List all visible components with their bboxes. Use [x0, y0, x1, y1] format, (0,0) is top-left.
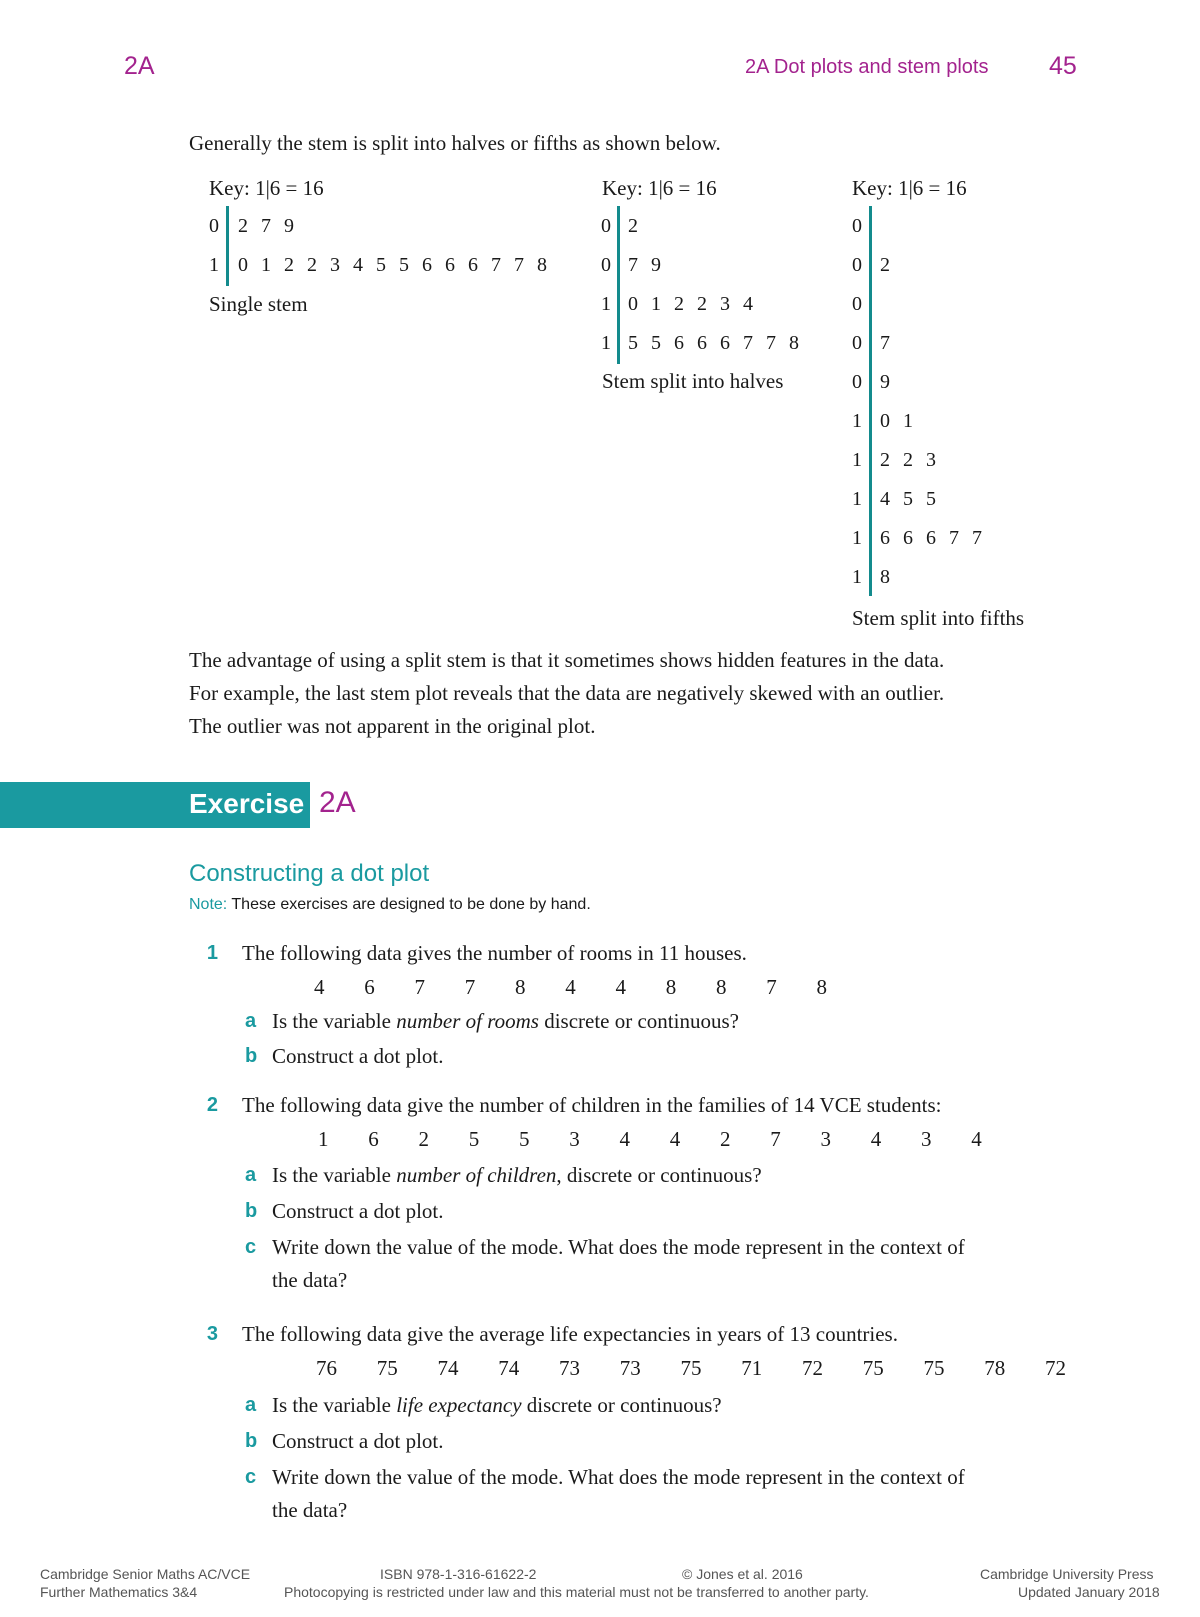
halves-stem-3: 1 [601, 332, 611, 354]
halves-leaves-0: 2 [628, 215, 640, 237]
page-number: 45 [1049, 52, 1077, 80]
part-label: a [245, 1010, 257, 1032]
question-text: The following data gives the number of rooms in 11 houses. [242, 941, 747, 965]
halves-stem-divider [617, 206, 620, 364]
fifths-stem-0: 0 [852, 215, 862, 237]
intro-text: Generally the stem is split into halves or fifths as shown below. [189, 131, 721, 155]
part-text: Construct a dot plot. [272, 1044, 444, 1068]
footer-updated: Updated January 2018 [1018, 1584, 1160, 1600]
subheading: Constructing a dot plot [189, 860, 430, 887]
part-text [272, 1163, 762, 1188]
fifths-stem-4: 0 [852, 371, 862, 393]
halves-key: Key: 1|6 = 16 [602, 176, 717, 200]
halves-stem-1: 0 [601, 254, 611, 276]
fifths-leaves-1: 2 [880, 254, 892, 276]
fifths-stem-divider [869, 206, 872, 596]
note-label: Note: [189, 896, 228, 913]
fifths-stem-8: 1 [852, 527, 862, 549]
part-text-variable: life expectancy [396, 1393, 522, 1417]
part-text-variable: number of children [396, 1163, 557, 1187]
note-text: These exercises are designed to be done by hand. [231, 896, 591, 913]
question-data: 4 6 7 7 8 4 4 8 8 7 8 [314, 975, 827, 999]
part-text-pre: Is the variable [272, 1163, 397, 1187]
fifths-leaves-4: 9 [880, 371, 892, 393]
single-key: Key: 1|6 = 16 [209, 176, 324, 200]
fifths-key: Key: 1|6 = 16 [852, 176, 967, 200]
fifths-leaves-9: 8 [880, 566, 892, 588]
fifths-leaves-8: 6 6 6 7 7 [880, 527, 984, 549]
part-label: a [245, 1164, 257, 1186]
part-text: Construct a dot plot. [272, 1429, 444, 1453]
running-title: 2A Dot plots and stem plots [745, 56, 989, 78]
footer-copyright: © Jones et al. 2016 [682, 1566, 803, 1582]
fifths-stem-9: 1 [852, 566, 862, 588]
paragraph-line-1: The advantage of using a split stem is that it sometimes shows hidden features in the data. [189, 648, 945, 672]
halves-stem-0: 0 [601, 215, 611, 237]
fifths-leaves-5: 0 1 [880, 410, 915, 432]
halves-leaves-1: 7 9 [628, 254, 663, 276]
footer-publisher: Cambridge University Press [980, 1566, 1154, 1582]
part-label: a [245, 1394, 257, 1416]
question-data: 76 75 74 74 73 73 75 71 72 75 75 78 72 [316, 1356, 1066, 1380]
part-text: Write down the value of the mode. What does the mode represent in the context of [272, 1465, 965, 1489]
part-label: b [245, 1045, 258, 1067]
section-label: 2A [124, 52, 155, 80]
fifths-stem-3: 0 [852, 332, 862, 354]
halves-leaves-2: 0 1 2 2 3 4 [628, 293, 755, 315]
footer-series-line2: Further Mathematics 3&4 [40, 1584, 198, 1600]
fifths-stem-2: 0 [852, 293, 862, 315]
fifths-stem-1: 0 [852, 254, 862, 276]
single-stem-1: 1 [209, 254, 219, 276]
part-label: b [245, 1430, 258, 1452]
part-text-continued: the data? [272, 1498, 348, 1522]
part-text-post: , discrete or continuous? [556, 1163, 762, 1187]
part-text [272, 1393, 722, 1418]
footer-copy-notice: Photocopying is restricted under law and this material must not be transferred to another party. [284, 1584, 869, 1600]
single-leaves-1: 0 1 2 2 3 4 5 5 6 6 6 7 7 8 [238, 254, 549, 276]
fifths-stem-7: 1 [852, 488, 862, 510]
part-text: Write down the value of the mode. What does the mode represent in the context of [272, 1235, 965, 1259]
part-label: b [245, 1200, 258, 1222]
single-stem-divider [226, 206, 229, 286]
paragraph-line-2: For example, the last stem plot reveals that the data are negatively skewed with an outlier. [189, 681, 945, 705]
part-text: Construct a dot plot. [272, 1199, 444, 1223]
footer-series-line1: Cambridge Senior Maths AC/VCE [40, 1566, 251, 1582]
question-number: 2 [206, 1094, 218, 1116]
halves-caption: Stem split into halves [602, 369, 784, 393]
fifths-caption: Stem split into fifths [852, 606, 1025, 630]
single-caption: Single stem [209, 292, 308, 316]
halves-leaves-3: 5 5 6 6 6 7 7 8 [628, 332, 801, 354]
part-text-variable: number of rooms [396, 1009, 539, 1033]
note [189, 896, 591, 914]
part-label: c [245, 1466, 257, 1488]
question-text: The following data give the number of children in the families of 14 VCE students: [242, 1093, 942, 1117]
footer-isbn: ISBN 978-1-316-61622-2 [380, 1566, 537, 1582]
exercise-number: 2A [319, 786, 356, 819]
question-text: The following data give the average life expectancies in years of 13 countries. [242, 1322, 898, 1346]
fifths-leaves-6: 2 2 3 [880, 449, 938, 471]
part-label: c [245, 1236, 257, 1258]
fifths-stem-5: 1 [852, 410, 862, 432]
part-text-post: discrete or continuous? [521, 1393, 722, 1417]
fifths-leaves-3: 7 [880, 332, 892, 354]
part-text-pre: Is the variable [272, 1393, 397, 1417]
part-text [272, 1009, 739, 1034]
fifths-leaves-7: 4 5 5 [880, 488, 938, 510]
part-text-post: discrete or continuous? [538, 1009, 739, 1033]
part-text-pre: Is the variable [272, 1009, 397, 1033]
part-text-continued: the data? [272, 1268, 348, 1292]
fifths-stem-6: 1 [852, 449, 862, 471]
single-leaves-0: 2 7 9 [238, 215, 296, 237]
paragraph-line-3: The outlier was not apparent in the original plot. [189, 714, 596, 738]
question-data: 1 6 2 5 5 3 4 4 2 7 3 4 3 4 [318, 1127, 982, 1151]
question-number: 3 [206, 1323, 218, 1345]
single-stem-0: 0 [209, 215, 219, 237]
question-number: 1 [206, 942, 218, 964]
halves-stem-2: 1 [601, 293, 611, 315]
exercise-label: Exercise [189, 788, 305, 819]
